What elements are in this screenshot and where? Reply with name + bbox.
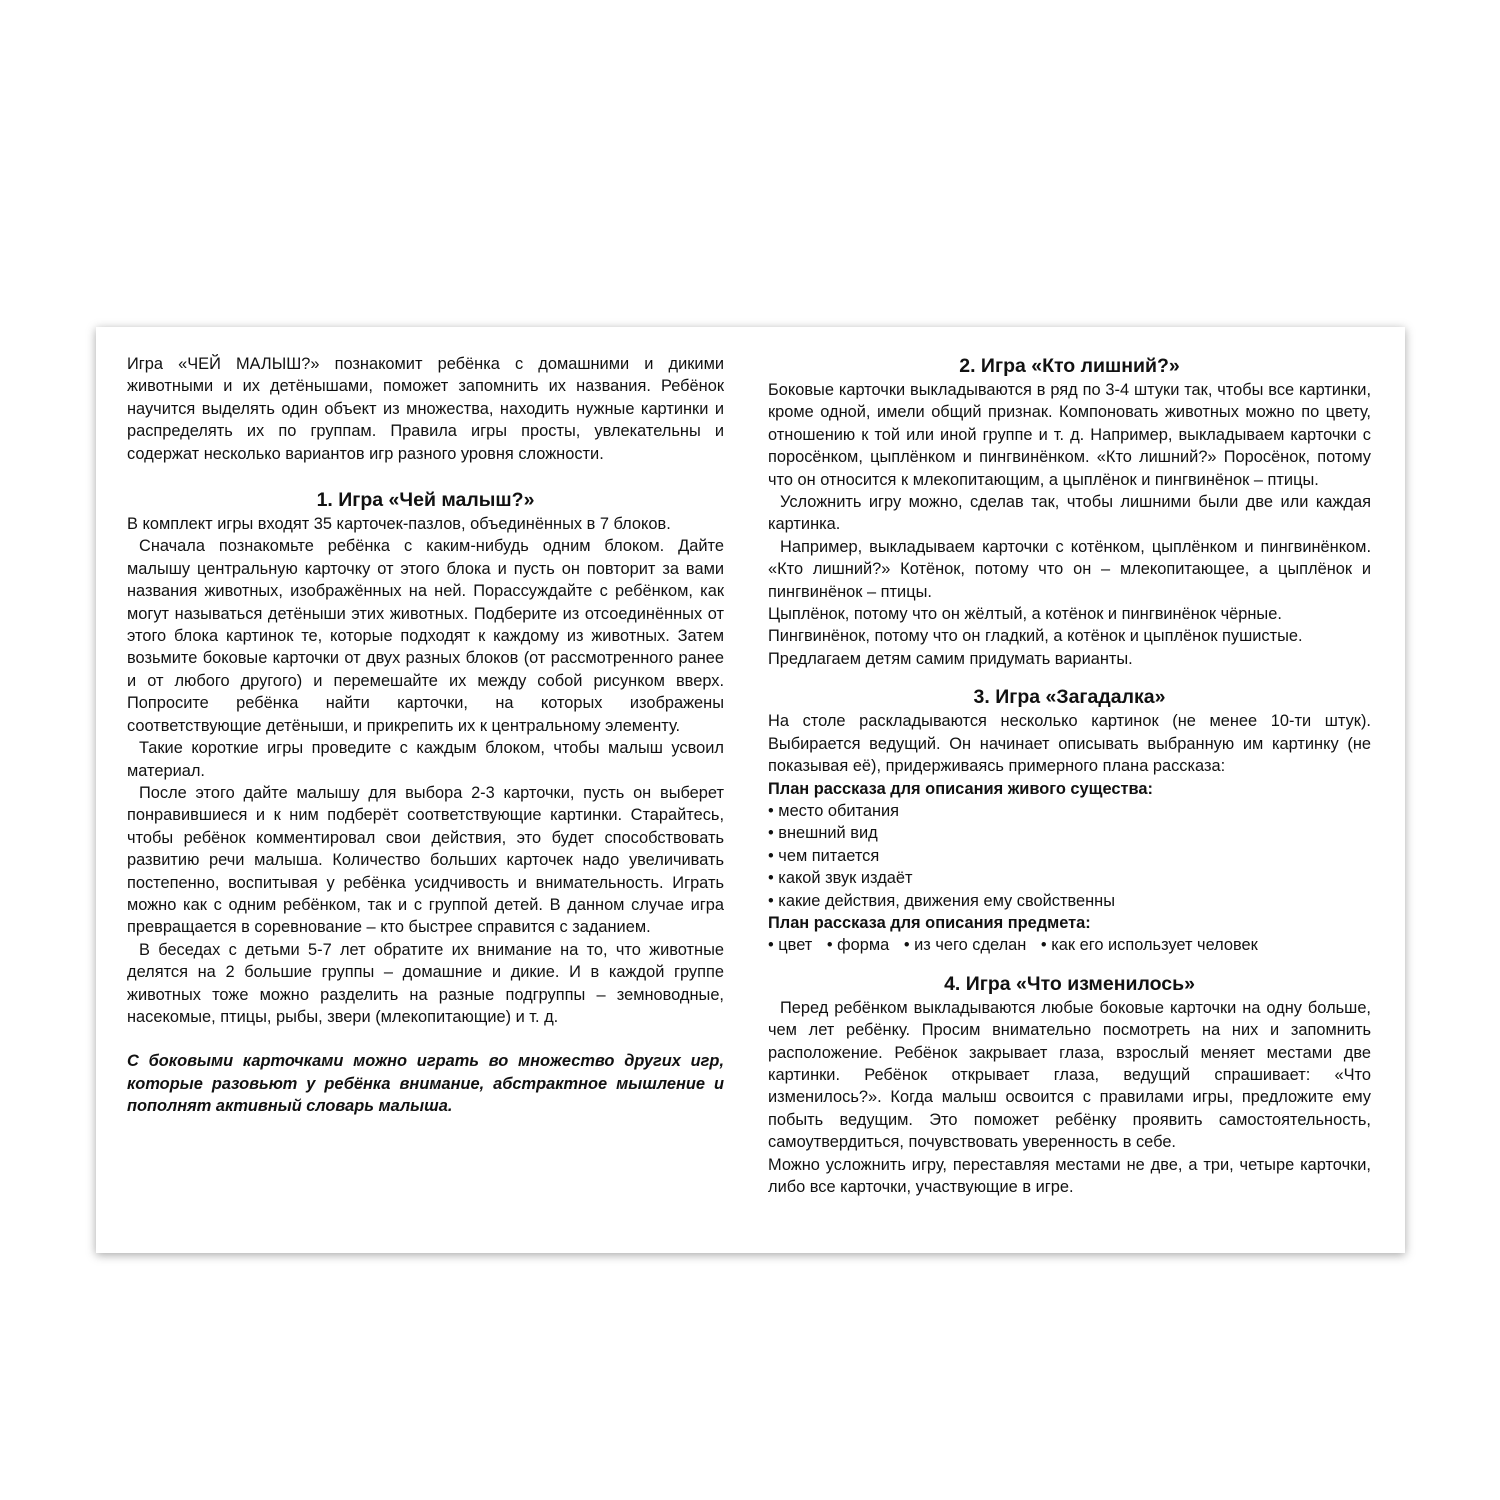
game1-paragraph: В комплект игры входят 35 карточек-пазлов, объединённых в 7 блоков.	[127, 515, 671, 534]
instruction-sheet	[96, 327, 1405, 1253]
right-column	[768, 353, 1371, 1198]
game1-paragraph: Такие короткие игры проведите с каждым блоком, чтобы малыш усвоил материал.	[127, 739, 724, 780]
game1-title: 1. Игра «Чей малыш?»	[316, 489, 535, 512]
game4-title: 4. Игра «Что изменилось»	[944, 972, 1195, 995]
list-item: • какой звук издаёт	[768, 867, 1371, 889]
plan-living-title: План рассказа для описания живого существа:	[768, 779, 1153, 798]
game2-title: 2. Игра «Кто лишний?»	[959, 355, 1180, 377]
plan-living-list	[768, 800, 1371, 912]
side-cards-note: С боковыми карточками можно играть во множество других игр, которые разовьют у ребёнка внимание, абстрактное мышление и пополнят активный словарь малыша.	[127, 1052, 724, 1116]
game2-paragraph: Боковые карточки выкладываются в ряд по 3-4 штуки так, чтобы все картинки, кроме одной, имели общий признак. Компоновать животных можно по цвету, отношению к той или иной группе и т. д. Например, выкладываем карточки с поросёнком, цыплёнком и пингвинёнком. «Кто лишний?» Поросёнок, потому что он относится к млекопитающим, а цыплёнок и пингвинёнок – птицы.	[768, 381, 1371, 489]
plan-object-list	[768, 934, 1371, 956]
plan-object-title: План рассказа для описания предмета:	[768, 913, 1091, 932]
list-item: • какие действия, движения ему свойственны	[768, 890, 1371, 912]
list-item: • форма	[827, 936, 889, 954]
game1-paragraph: После этого дайте малышу для выбора 2-3 карточки, пусть он выберет понравившиеся и к ним подберёт соответствующие картинки. Старайтесь, чтобы ребёнок комментировал свои действия, это будет способствовать развитию речи малыша. Количество больших карточек надо увеличивать постепенно, воспитывая у ребёнка усидчивость и внимательность. Играть можно как с одним ребёнком, так и с группой детей. В данном случае игра превращается в соревнование – кто быстрее справится с заданием.	[127, 783, 724, 937]
list-item: • место обитания	[768, 800, 1371, 822]
game2-paragraph: Цыплёнок, потому что он жёлтый, а котёнок и пингвинёнок чёрные.	[768, 605, 1282, 624]
list-item: • из чего сделан	[904, 936, 1027, 954]
list-item: • цвет	[768, 936, 812, 954]
list-item: • как его использует человек	[1041, 936, 1258, 954]
game2-paragraph: Предлагаем детям самим придумать варианты.	[768, 649, 1133, 668]
list-item: • чем питается	[768, 845, 1371, 867]
game1-paragraph: В беседах с детьми 5-7 лет обратите их внимание на то, что животные делятся на 2 большие группы – домашние и дикие. И в каждой группе животных тоже можно разделить на разные подгруппы – земноводные, насекомые, птицы, рыбы, звери (млекопитающие) и т. д.	[127, 940, 724, 1026]
game2-paragraph: Усложнить игру можно, сделав так, чтобы лишними были две или каждая картинка.	[768, 493, 1371, 534]
game4-paragraph: Перед ребёнком выкладываются любые боковые карточки на одну больше, чем лет ребёнку. Просим внимательно посмотреть на них и запомнить расположение. Ребёнок закрывает глаза, взрослый меняет местами две картинки. Ребёнок открывает глаза, ведущий спрашивает: «Что изменилось?». Когда малыш освоится с правилами игры, предложите ему побыть ведущим. Это поможет ребёнку проявить самостоятельность, самоутвердиться, почувствовать уверенность в себе.	[768, 998, 1371, 1152]
game3-title: 3. Игра «Загадалка»	[973, 686, 1166, 709]
game4-paragraph: Можно усложнить игру, переставляя местами не две, а три, четыре карточки, либо все карточки, участвующие в игре.	[768, 1155, 1371, 1196]
game1-paragraph: Сначала познакомьте ребёнка с каким-нибудь одним блоком. Дайте малышу центральную карточку от этого блока и пусть он повторит за вами названия животных, изображённых на ней. Порассуждайте с ребёнком, как могут называться детёныши этих животных. Подберите из отсоединённых от этого блока картинок те, которые подходят к каждому из животных. Затем возьмите боковые карточки от двух разных блоков (от рассмотренного ранее и от любого другого) и перемешайте их между собой рисунком вверх. Попросите ребёнка найти карточки, на которых изображены соответствующие детёныши, и прикрепить их к центральному элементу.	[127, 537, 724, 735]
game2-paragraph: Например, выкладываем карточки с котёнком, цыплёнком и пингвинёнком. «Кто лишний?» Котёнок, потому что он – млекопитающее, а цыплёнок и пингвинёнок – птицы.	[768, 537, 1371, 601]
left-column	[127, 353, 724, 1118]
game3-paragraph: На столе раскладываются несколько картинок (не менее 10-ти штук). Выбирается ведущий. Он начинает описывать выбранную им картинку (не показывая её), придерживаясь примерного плана рассказа:	[768, 712, 1371, 776]
list-item: • внешний вид	[768, 822, 1371, 844]
intro-paragraph: Игра «ЧЕЙ МАЛЫШ?» познакомит ребёнка с домашними и дикими животными и их детёнышами, поможет запомнить их названия. Ребёнок научится выделять один объект из множества, находить нужные картинки и распределять их по группам. Правила игры просты, увлекательны и содержат несколько вариантов игр разного уровня сложности.	[127, 355, 724, 463]
game2-paragraph: Пингвинёнок, потому что он гладкий, а котёнок и цыплёнок пушистые.	[768, 627, 1303, 646]
